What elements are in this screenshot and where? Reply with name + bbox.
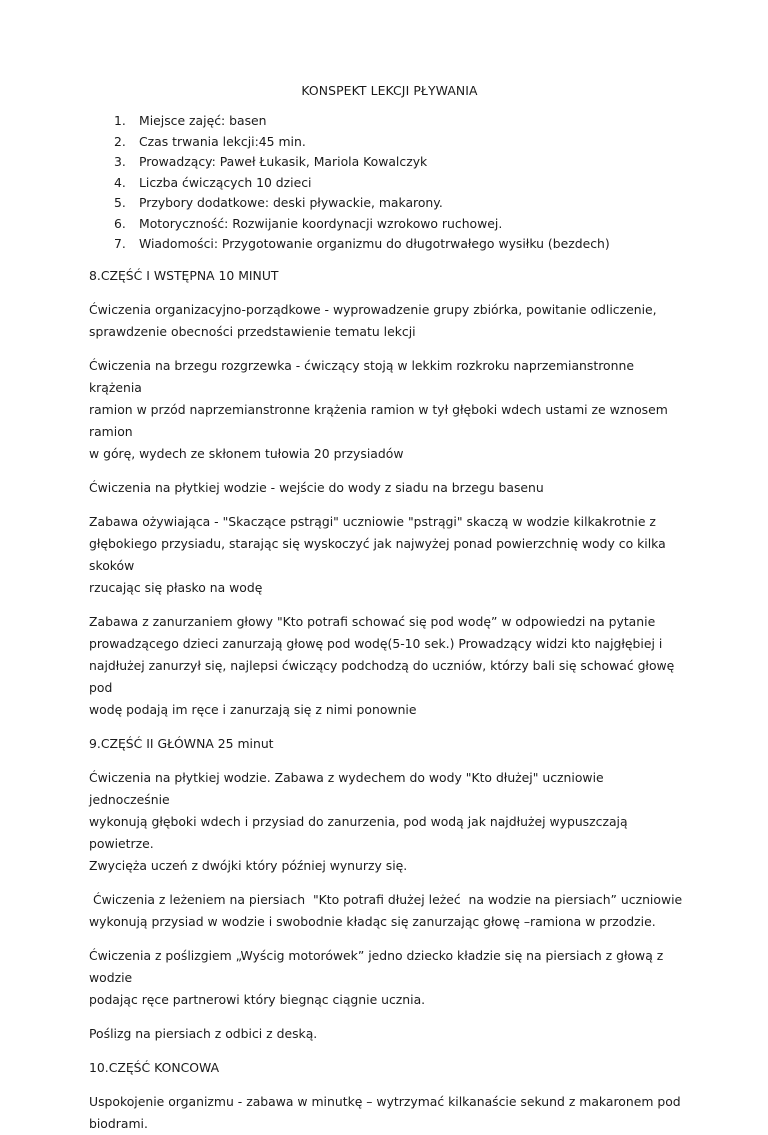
paragraph: Ćwiczenia z poślizgiem „Wyścig motorówek” jedno dziecko kładzie się na piersiach z głową z wodzie podając ręce partnerowi który biegnąc ciągnie ucznia. <box>89 947 664 1007</box>
section-heading-9: 9.CZĘŚĆ II GŁÓWNA 25 minut <box>89 735 274 751</box>
paragraph: Uspokojenie organizmu - zabawa w minutkę – wytrzymać kilkanaście sekund z makaronem pod biodrami. <box>89 1093 681 1131</box>
section-heading-10: 10.CZĘŚĆ KONCOWA <box>89 1059 220 1075</box>
list-item: 3. Prowadzący: Paweł Łukasik, Mariola Kowalczyk <box>114 154 428 169</box>
paragraph: Ćwiczenia na płytkiej wodzie - wejście do wody z siadu na brzegu basenu <box>89 479 544 495</box>
paragraph: Ćwiczenia organizacyjno-porządkowe - wyprowadzenie grupy zbiórka, powitanie odliczenie, sprawdzenie obecności przedstawienie tematu lekcji <box>89 301 657 339</box>
paragraph: Ćwiczenia na płytkiej wodzie. Zabawa z wydechem do wody "Kto dłużej" uczniowie jednocześnie wykonują głęboki wdech i przysiad do zanurzenia, pod wodą jak najdłużej wypuszczają powietrze. Zwycięża uczeń z dwójki który później wynurzy się. <box>89 769 628 873</box>
list-item: 6. Motoryczność: Rozwijanie koordynacji wzrokowo ruchowej. <box>114 215 503 231</box>
paragraph: Ćwiczenia na brzegu rozgrzewka - ćwiczący stoją w lekkim rozkroku naprzemianstronne krążenia ramion w przód naprzemianstronne krążenia ramion w tył głęboki wdech ustami ze wznosem ramion w górę, wydech ze skłonem tułowia 20 przysiadów <box>89 357 668 461</box>
section-heading-8: 8.CZĘŚĆ I WSTĘPNA 10 MINUT <box>89 267 279 283</box>
document-title: KONSPEKT LEKCJI PŁYWANIA <box>301 83 478 98</box>
paragraph: Ćwiczenia z leżeniem na piersiach "Kto potrafi dłużej leżeć na wodzie na piersiach” uczniowie wykonują przysiad w wodzie i swobodnie kładąc się zanurzając głowę –ramiona w przodzie. <box>89 891 683 929</box>
list-item: 1. Miejsce zajęć: basen <box>114 113 267 128</box>
paragraph: Poślizg na piersiach z odbici z deską. <box>89 1025 318 1041</box>
list-item: 4. Liczba ćwiczących 10 dzieci <box>114 174 312 190</box>
list-item: 7. Wiadomości: Przygotowanie organizmu do długotrwałego wysiłku (bezdech) <box>114 236 610 251</box>
list-item: 5. Przybory dodatkowe: deski pływackie, makarony. <box>114 195 443 210</box>
paragraph: Zabawa z zanurzaniem głowy "Kto potrafi schować się pod wodę” w odpowiedzi na pytanie prowadzącego dzieci zanurzają głowę pod wodę(5-10 sek.) Prowadzący widzi kto najgłębiej i najdłużej zanurzył się, najlepsi ćwiczący podchodzą do uczniów, którzy bali się schować głowę pod wodę podają im ręce i zanurzają się z nimi ponownie <box>89 613 675 717</box>
paragraph: Zabawa ożywiająca - "Skaczące pstrągi" uczniowie "pstrągi" skaczą w wodzie kilkakrotnie z głębokiego przysiadu, starając się wyskoczyć jak najwyżej ponad powierzchnię wody co kilka skoków rzucając się płasko na wodę <box>89 513 666 595</box>
lesson-info-list <box>89 111 684 255</box>
list-item: 2. Czas trwania lekcji:45 min. <box>114 133 306 149</box>
